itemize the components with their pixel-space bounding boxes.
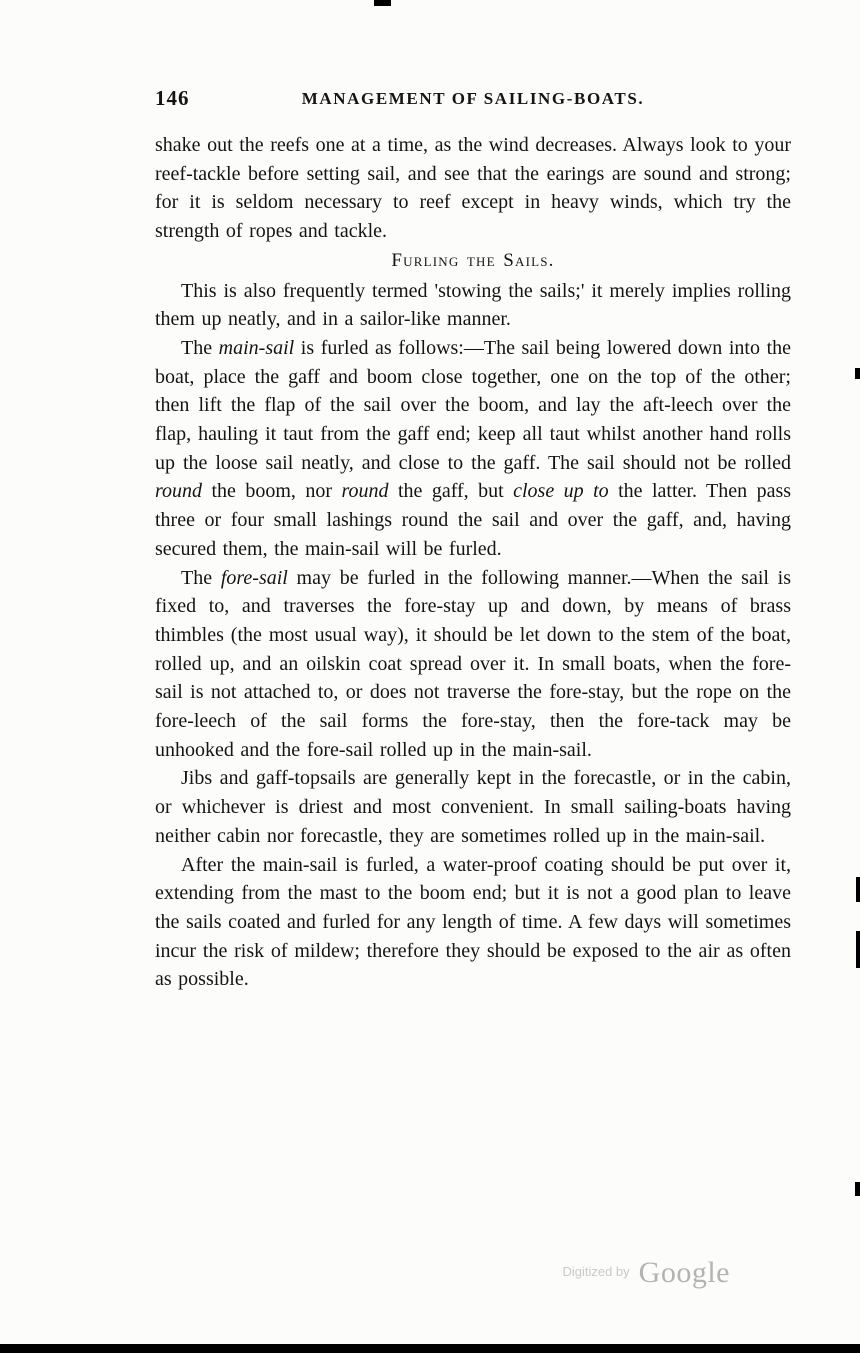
text-run: Jibs and gaff-topsails are generally kept in the forecastle, or in the cabin, or whichever is driest and most convenient. In small sailing-boats having neither cabin nor forecastle, they are sometimes rolled up in the main-sail. [155, 767, 791, 847]
text-run: The [181, 566, 221, 589]
scan-artifact-edge [855, 1182, 860, 1196]
paragraph-reefing [155, 131, 791, 246]
paragraph-foresail [155, 564, 791, 765]
italic-text: round [341, 480, 389, 503]
scan-artifact-bottom-bar [0, 1344, 860, 1353]
text-run: This is also frequently termed 'stowing the sails;' it merely implies rolling them up neatly, and in a sailor-like manner. [155, 279, 791, 331]
paragraph-stowing [155, 277, 791, 334]
scan-artifact-edge [855, 368, 860, 379]
paragraph-mainsail [155, 334, 791, 564]
page-number: 146 [155, 86, 190, 110]
digitized-by-label: Digitized by [562, 1264, 630, 1279]
running-title: MANAGEMENT OF SAILING-BOATS. [301, 89, 645, 108]
italic-text: round [155, 480, 203, 503]
italic-text: main-sail [218, 336, 295, 359]
text-run: the latter. Then pass three or four small lashings round the sail and over the gaff, and, having secured them, the main-sail will be furled. [155, 480, 792, 560]
text-run: the boom, nor [202, 480, 342, 503]
google-logo: Google [638, 1256, 730, 1289]
italic-text: close up to [513, 480, 609, 503]
text-run: The [181, 336, 219, 359]
page-header [155, 86, 791, 114]
scan-artifact-top [374, 0, 391, 6]
paragraph-jibs [155, 764, 791, 850]
digitized-footer [430, 1256, 730, 1290]
italic-text: fore-sail [220, 566, 288, 589]
paragraph-waterproof [155, 851, 791, 995]
section-heading: Furling the Sails. [391, 249, 555, 271]
scan-artifact-edge [856, 877, 860, 902]
text-block [155, 131, 791, 994]
scan-artifact-edge [856, 931, 860, 968]
text-run: is furled as follows:—The sail being lowered down into the boat, place the gaff and boom close together, one on the top of the other; then lift the flap of the sail over the boom, and lay the aft-leech over the flap, hauling it taut from the gaff end; keep all taut whilst another hand rolls up the loose sail neatly, and close to the gaff. The sail should not be rolled [155, 336, 792, 474]
text-run: the gaff, but [388, 480, 514, 503]
text-run: may be furled in the following manner.—When the sail is fixed to, and traverses the fore-stay up and down, by means of brass thimbles (the most usual way), it should be let down to the stem of the boat, rolled up, and an oilskin coat spread over it. In small boats, when the fore-sail is not attached to, or does not traverse the fore-stay, but the rope on the fore-leech of the sail forms the fore-stay, then the fore-tack may be unhooked and the fore-sail rolled up in the main-sail. [155, 566, 791, 761]
text-run: After the main-sail is furled, a water-proof coating should be put over it, extending from the mast to the boom end; but it is not a good plan to leave the sails coated and furled for any length of time. A few days will sometimes incur the risk of mildew; therefore they should be exposed to the air as often as possible. [155, 853, 791, 991]
text-run: shake out the reefs one at a time, as the wind decreases. Always look to your reef-tackle before setting sail, and see that the earings are sound and strong; for it is seldom necessary to reef except in heavy winds, which try the strength of ropes and tackle. [155, 134, 791, 243]
